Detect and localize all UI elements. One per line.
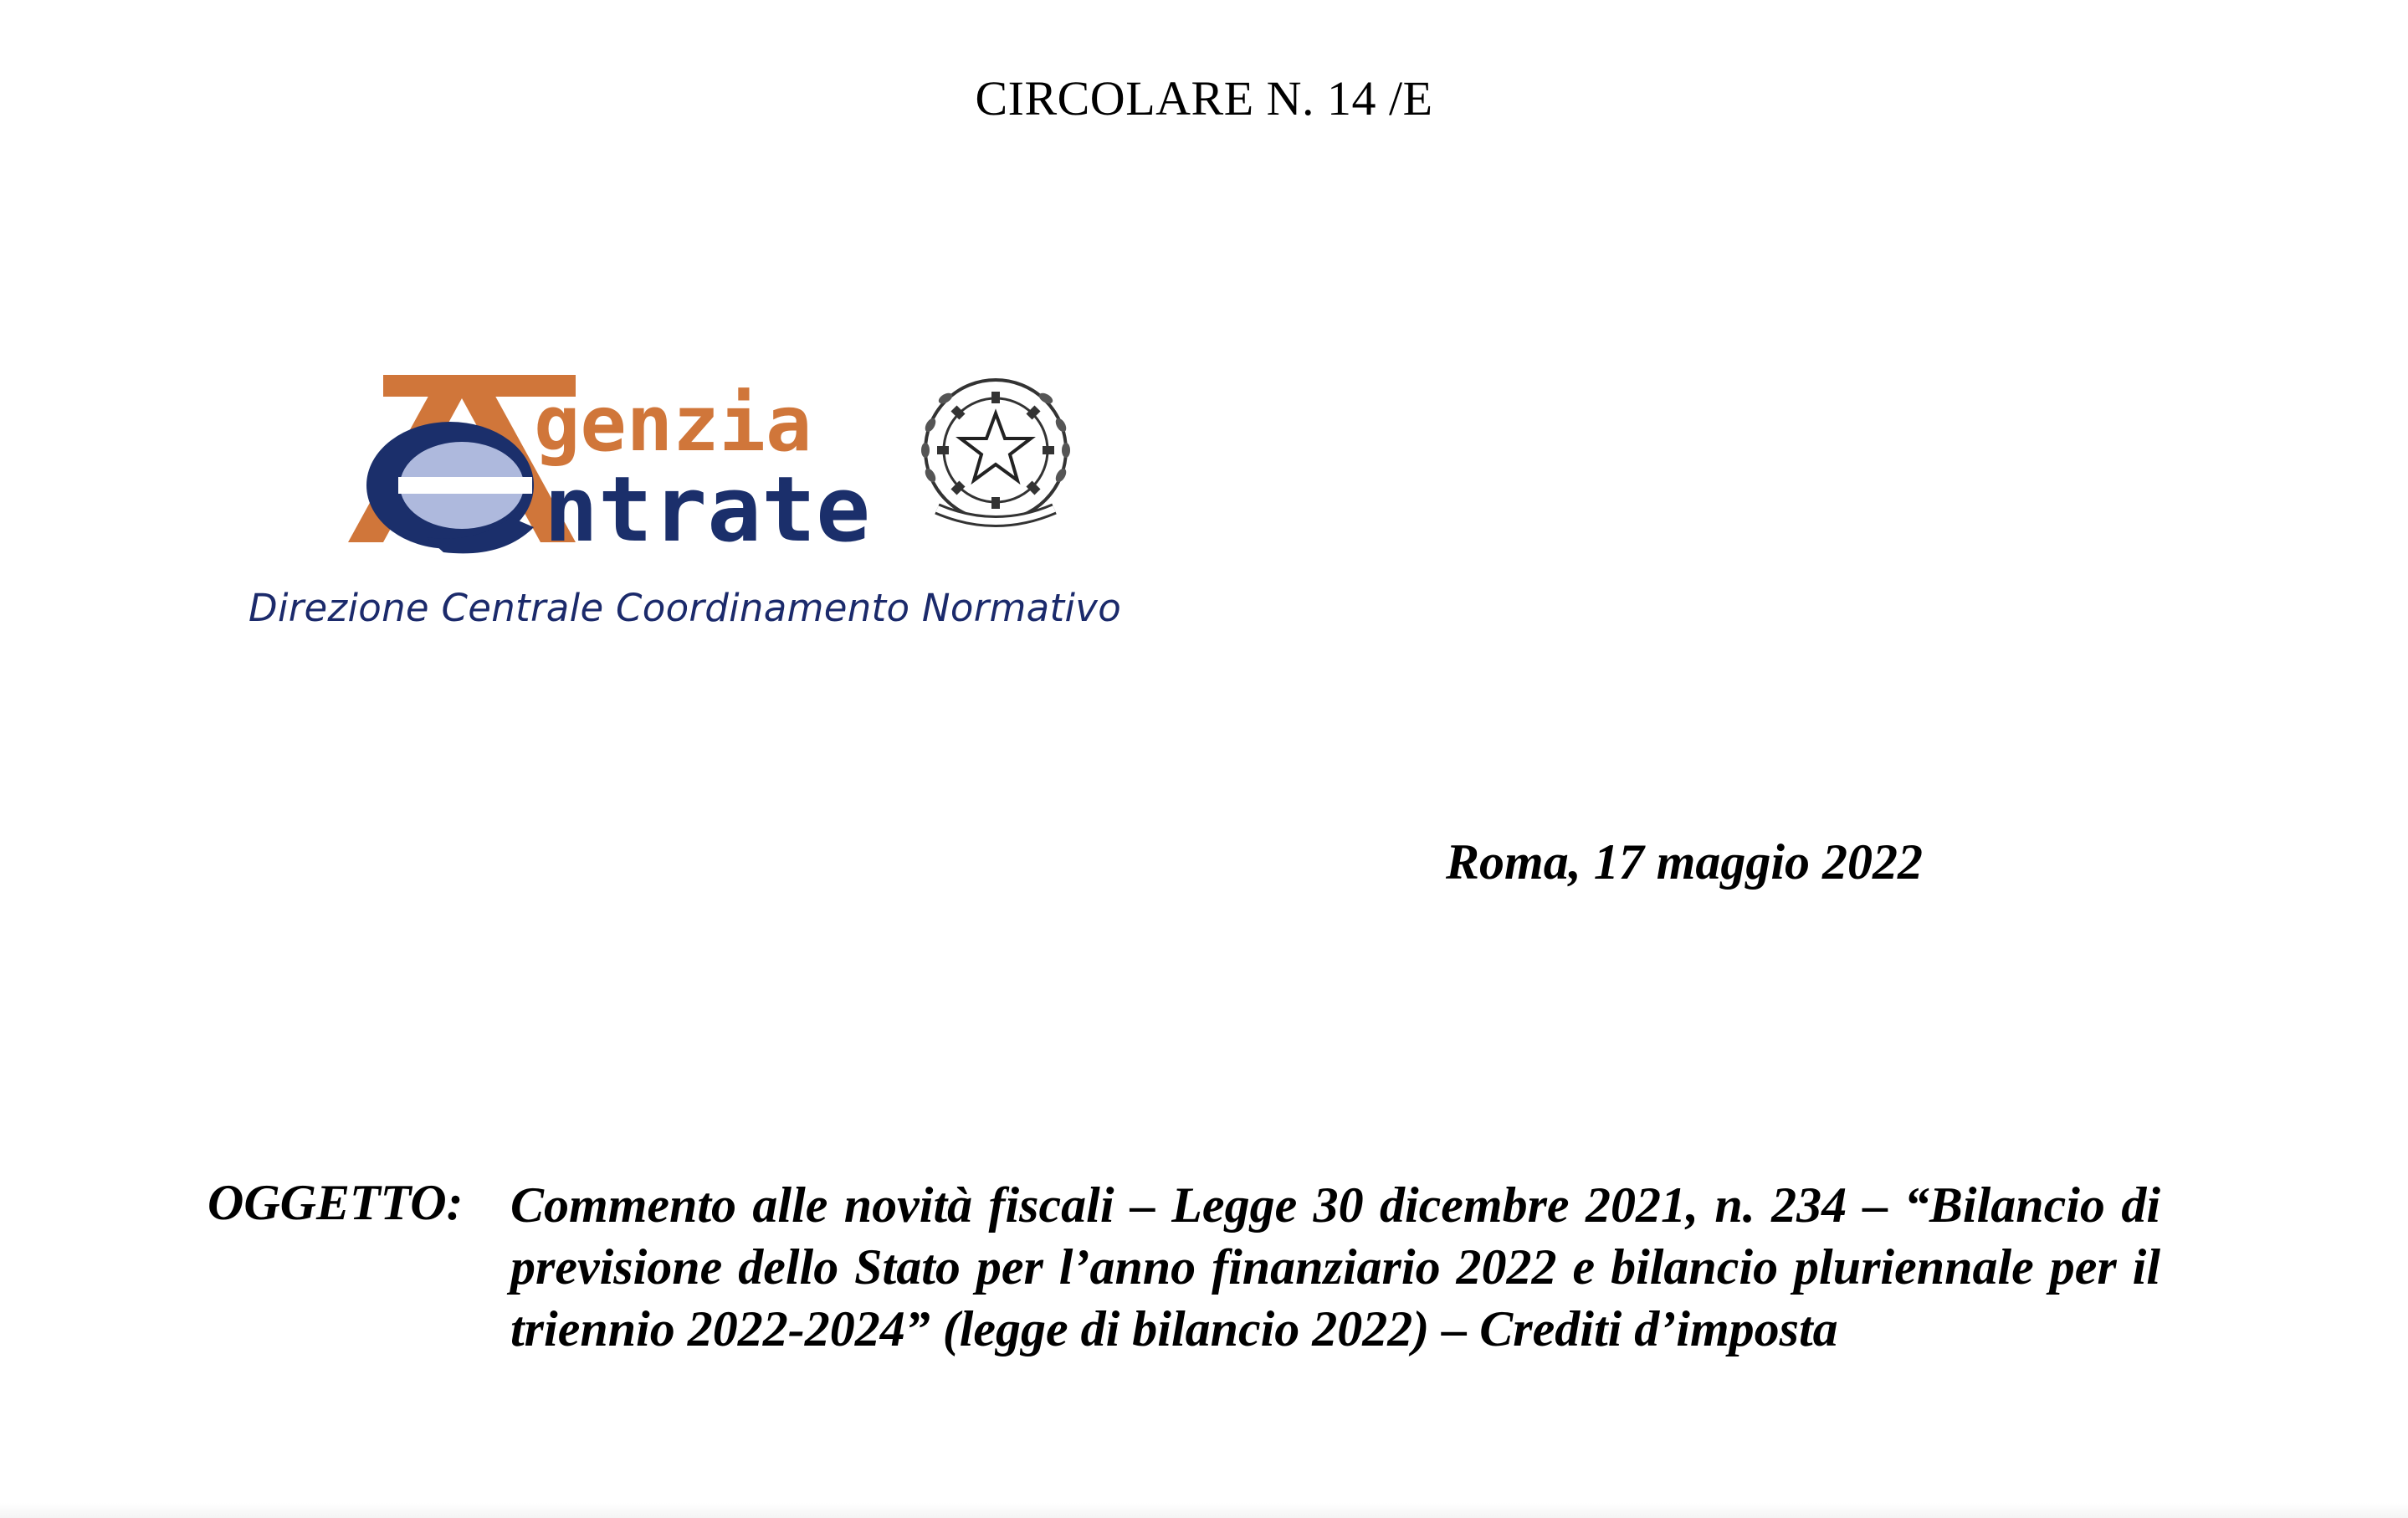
republic-emblem-icon	[921, 380, 1070, 521]
department-name: Direzione Centrale Coordinamento Normativo	[248, 586, 1122, 630]
subject-label: OGGETTO:	[207, 1175, 464, 1230]
page-bottom-edge	[0, 1503, 2408, 1518]
subject-text: Commento alle novità fiscali – Legge 30 dicembre 2021, n. 234 – “Bilancio di previsione dello Stato per l’anno finanziario 2022 e bilancio pluriennale per il triennio 2022-2024” (legge di bilancio 2022) – Crediti d’imposta	[510, 1177, 2160, 1356]
agenzia-entrate-logo	[343, 351, 1079, 561]
place-and-date: Roma, 17 maggio 2022	[1446, 834, 1924, 890]
logo-word-bottom: ntrate	[544, 458, 871, 561]
circular-number: CIRCOLARE N. 14 /E	[975, 71, 1433, 126]
logo-word-top: genzia	[534, 379, 812, 469]
